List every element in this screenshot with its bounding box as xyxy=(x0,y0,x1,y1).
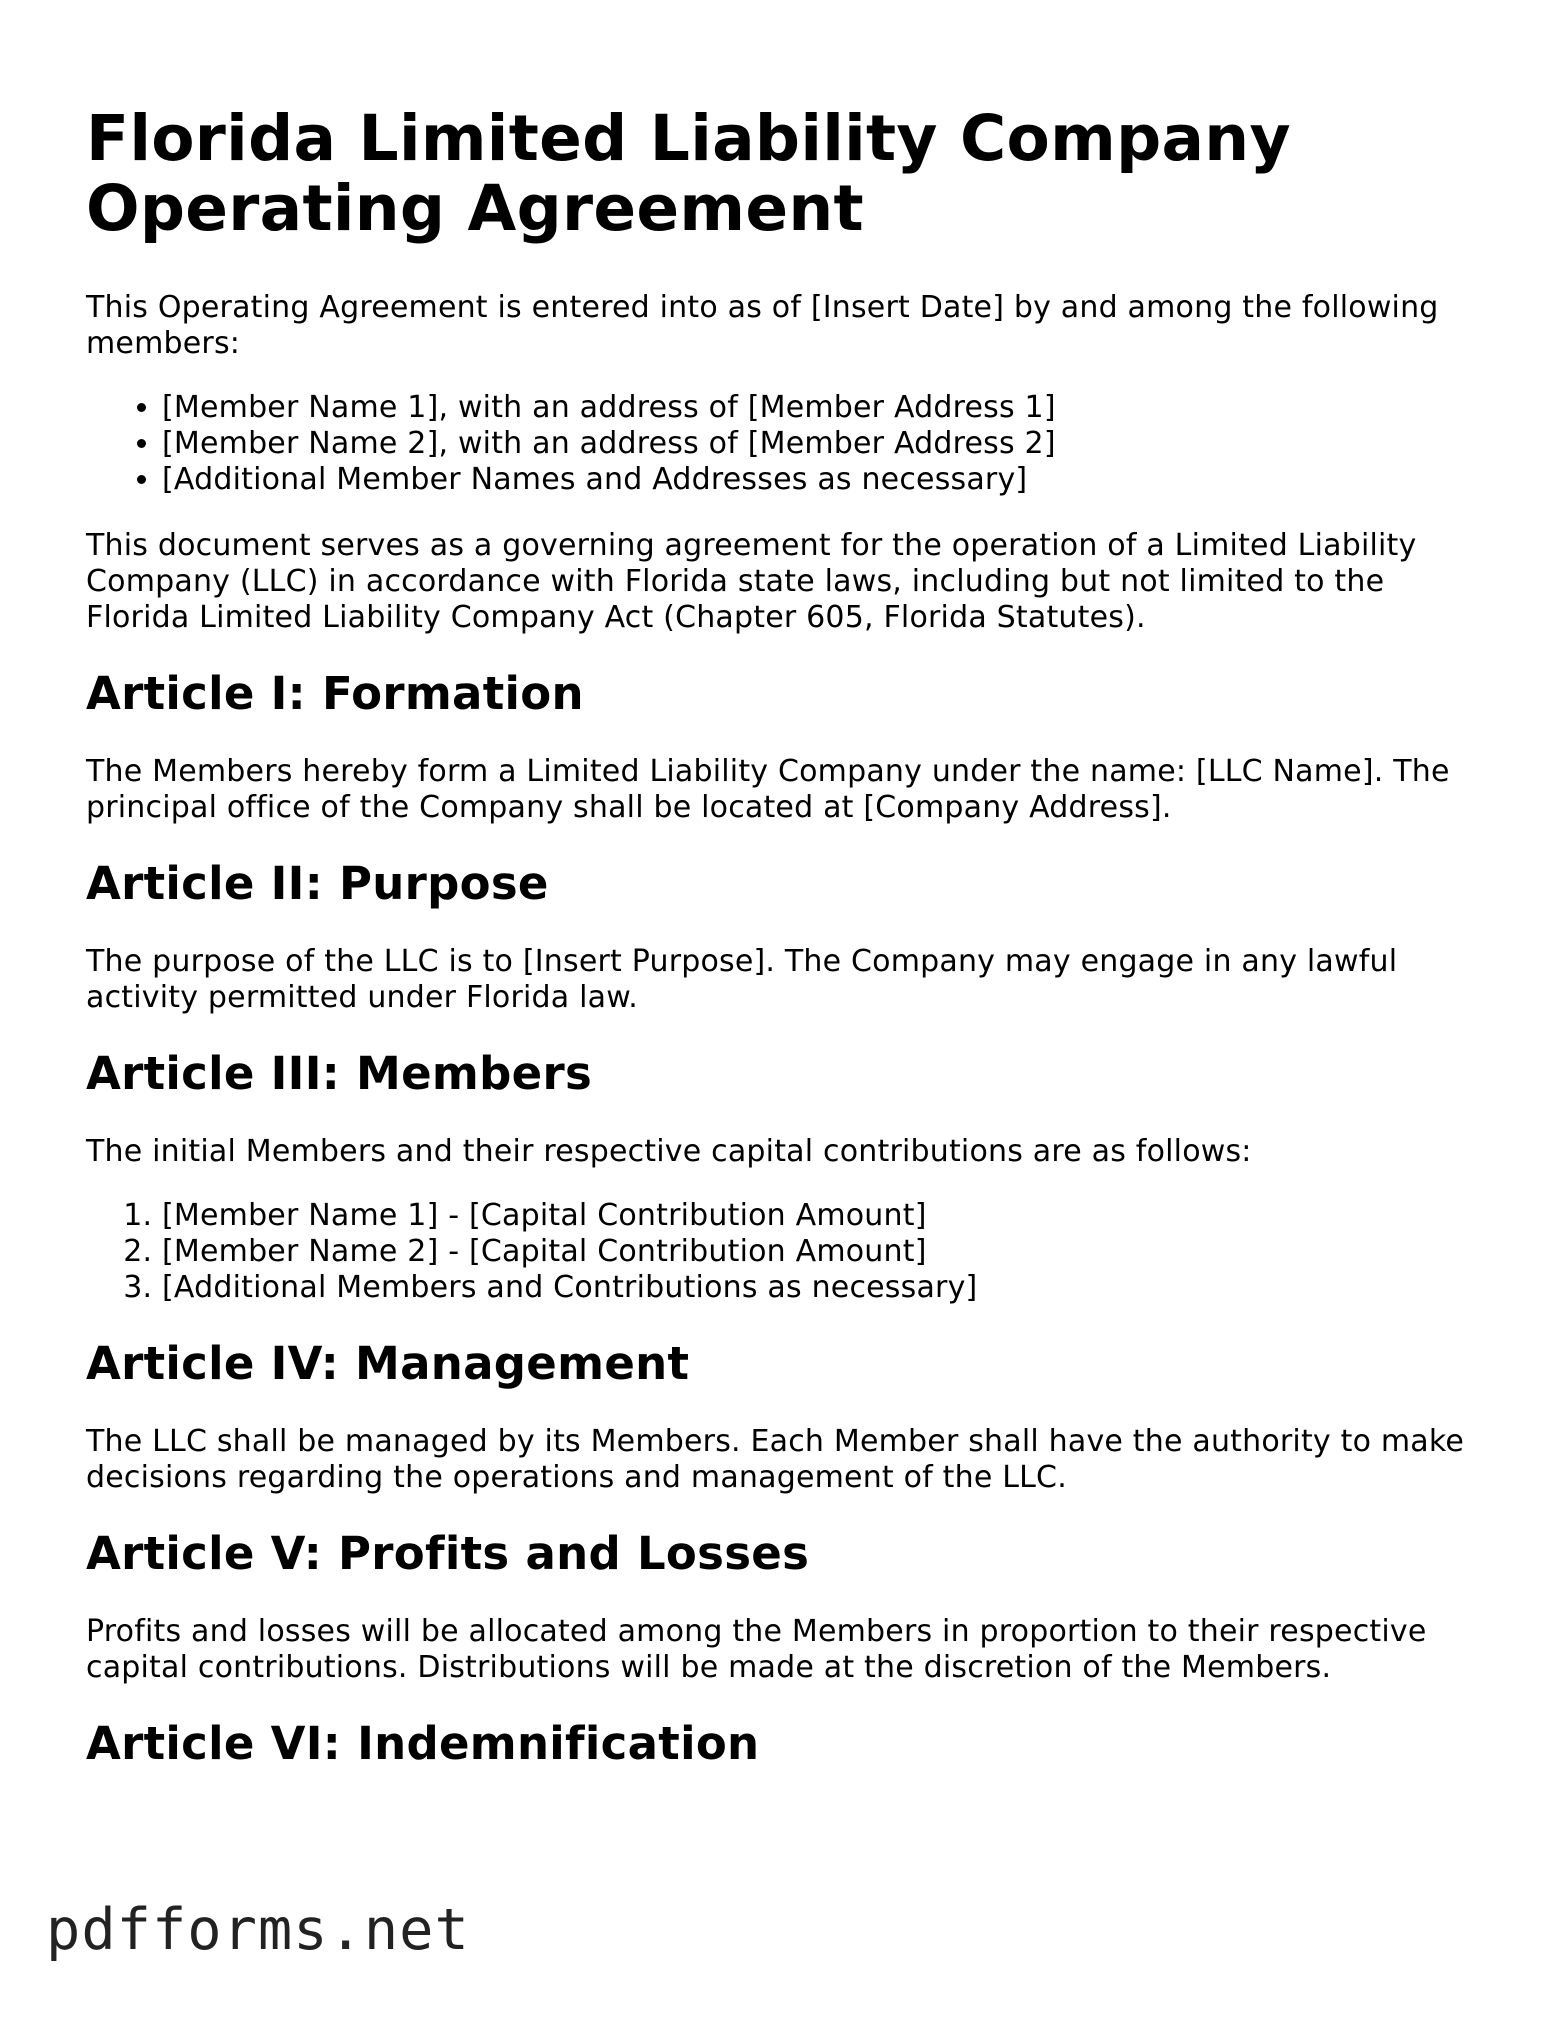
members-list xyxy=(86,390,1486,498)
list-item: • [Member Name 1], with an address of [Member Address 1] xyxy=(162,390,1486,426)
article-body-purpose: The purpose of the LLC is to [Insert Purpose]. The Company may engage in any lawful activity permitted under Florida law. xyxy=(86,944,1398,1015)
article-heading-profits-losses: Article V: Profits and Losses xyxy=(86,1527,810,1580)
article-heading-indemnification: Article VI: Indemnification xyxy=(86,1717,760,1770)
list-item: 3. [Additional Members and Contributions as necessary] xyxy=(162,1270,1486,1306)
contributions-list xyxy=(86,1198,1486,1306)
article-heading-purpose: Article II: Purpose xyxy=(86,857,549,910)
document-page xyxy=(86,104,1486,1804)
article-body-formation: The Members hereby form a Limited Liability Company under the name: [LLC Name]. The principal office of the Company shall be located at [Company Address]. xyxy=(86,754,1450,825)
watermark-logo: pdfforms.net xyxy=(46,1897,470,1963)
document-title: Florida Limited Liability Company Operating Agreement xyxy=(86,102,1291,245)
article-heading-management: Article IV: Management xyxy=(86,1337,690,1390)
article-body-management: The LLC shall be managed by its Members. Each Member shall have the authority to make decisions regarding the operations and management of the LLC. xyxy=(86,1424,1465,1495)
article-body-profits-losses: Profits and losses will be allocated among the Members in proportion to their respective capital contributions. Distributions will be made at the discretion of the Members. xyxy=(86,1614,1427,1685)
article-heading-formation: Article I: Formation xyxy=(86,667,584,720)
article-heading-members: Article III: Members xyxy=(86,1047,593,1100)
article-body-members: The initial Members and their respective capital contributions are as follows: xyxy=(86,1134,1252,1169)
list-item: 2. [Member Name 2] - [Capital Contribution Amount] xyxy=(162,1234,1486,1270)
list-item: • [Additional Member Names and Addresses as necessary] xyxy=(162,462,1486,498)
list-item: • [Member Name 2], with an address of [Member Address 2] xyxy=(162,426,1486,462)
list-item: 1. [Member Name 1] - [Capital Contribution Amount] xyxy=(162,1198,1486,1234)
intro-paragraph: This Operating Agreement is entered into as of [Insert Date] by and among the following members: xyxy=(86,290,1439,361)
governing-paragraph: This document serves as a governing agreement for the operation of a Limited Liability Company (LLC) in accordance with Florida state laws, including but not limited to the Florida Limited Liability Company Act (Chapter 605, Florida Statutes). xyxy=(86,528,1417,635)
